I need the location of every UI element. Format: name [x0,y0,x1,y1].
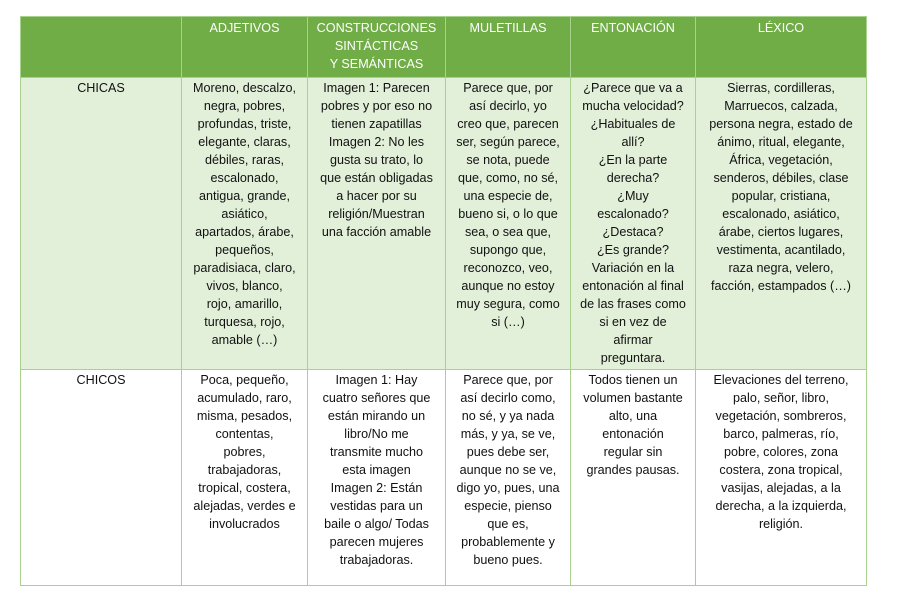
row-label-chicas: CHICAS [21,78,182,370]
table-row-chicas [21,78,867,370]
cell-chicos-entonacion: Todos tienen un volumen bastante alto, una entonación regular sin grandes pausas. [571,370,696,586]
header-lexico: LÉXICO [696,17,867,78]
cell-chicos-lexico: Elevaciones del terreno, palo, señor, libro, vegetación, sombreros, barco, palmeras, río, pobre, colores, zona costera, zona tropical, vasijas, alejadas, a la derecha, a la izquierda, religión. [696,370,867,586]
cell-chicas-adjetivos: Moreno, descalzo, negra, pobres, profundas, triste, elegante, claras, débiles, raras, escalonado, antigua, grande, asiático, apartados, árabe, pequeños, paradisiaca, claro, vivos, blanco, rojo, amarillo, turquesa, rojo, amable (…) [182,78,308,370]
cell-chicos-adjetivos: Poca, pequeño, acumulado, raro, misma, pesados, contentas, pobres, trabajadoras, tropical, costera, alejadas, verdes e involucrados [182,370,308,586]
cell-chicos-construcciones: Imagen 1: Hay cuatro señores que están mirando un libro/No me transmite mucho esta imagen Imagen 2: Están vestidas para un baile o algo/ Todas parecen mujeres trabajadoras. [308,370,446,586]
cell-chicas-construcciones: Imagen 1: Parecen pobres y por eso no tienen zapatillas Imagen 2: No les gusta su trato, lo que están obligadas a hacer por su religión/Muestran una facción amable [308,78,446,370]
header-entonacion: ENTONACIÓN [571,17,696,78]
cell-chicos-muletillas: Parece que, por así decirlo como, no sé, y ya nada más, y ya, se ve, pues debe ser, aunque no se ve, digo yo, pues, una especie, pienso que es, probablemente y bueno pues. [446,370,571,586]
cell-chicas-entonacion: ¿Parece que va a mucha velocidad? ¿Habituales de allí? ¿En la parte derecha? ¿Muy escalonado? ¿Destaca? ¿Es grande? Variación en la entonación al final de las frases como si en vez de afirmar preguntara. [571,78,696,370]
row-label-chicos: CHICOS [21,370,182,586]
table-row-chicos [21,370,867,586]
header-adjetivos: ADJETIVOS [182,17,308,78]
cell-chicas-lexico: Sierras, cordilleras, Marruecos, calzada, persona negra, estado de ánimo, ritual, elegante, África, vegetación, senderos, débiles, clase popular, cristiana, escalonado, asiático, árabe, ciertos lugares, vestimenta, acantilado, raza negra, velero, facción, estampados (…) [696,78,867,370]
header-construcciones: CONSTRUCCIONES SINTÁCTICAS Y SEMÁNTICAS [308,17,446,78]
header-corner [21,17,182,78]
header-muletillas: MULETILLAS [446,17,571,78]
comparison-table [20,16,867,586]
header-row [21,17,867,78]
cell-chicas-muletillas: Parece que, por así decirlo, yo creo que, parecen ser, según parece, se nota, puede que, como, no sé, una especie de, bueno si, o lo que sea, o sea que, supongo que, reconozco, veo, aunque no estoy muy segura, como si (…) [446,78,571,370]
